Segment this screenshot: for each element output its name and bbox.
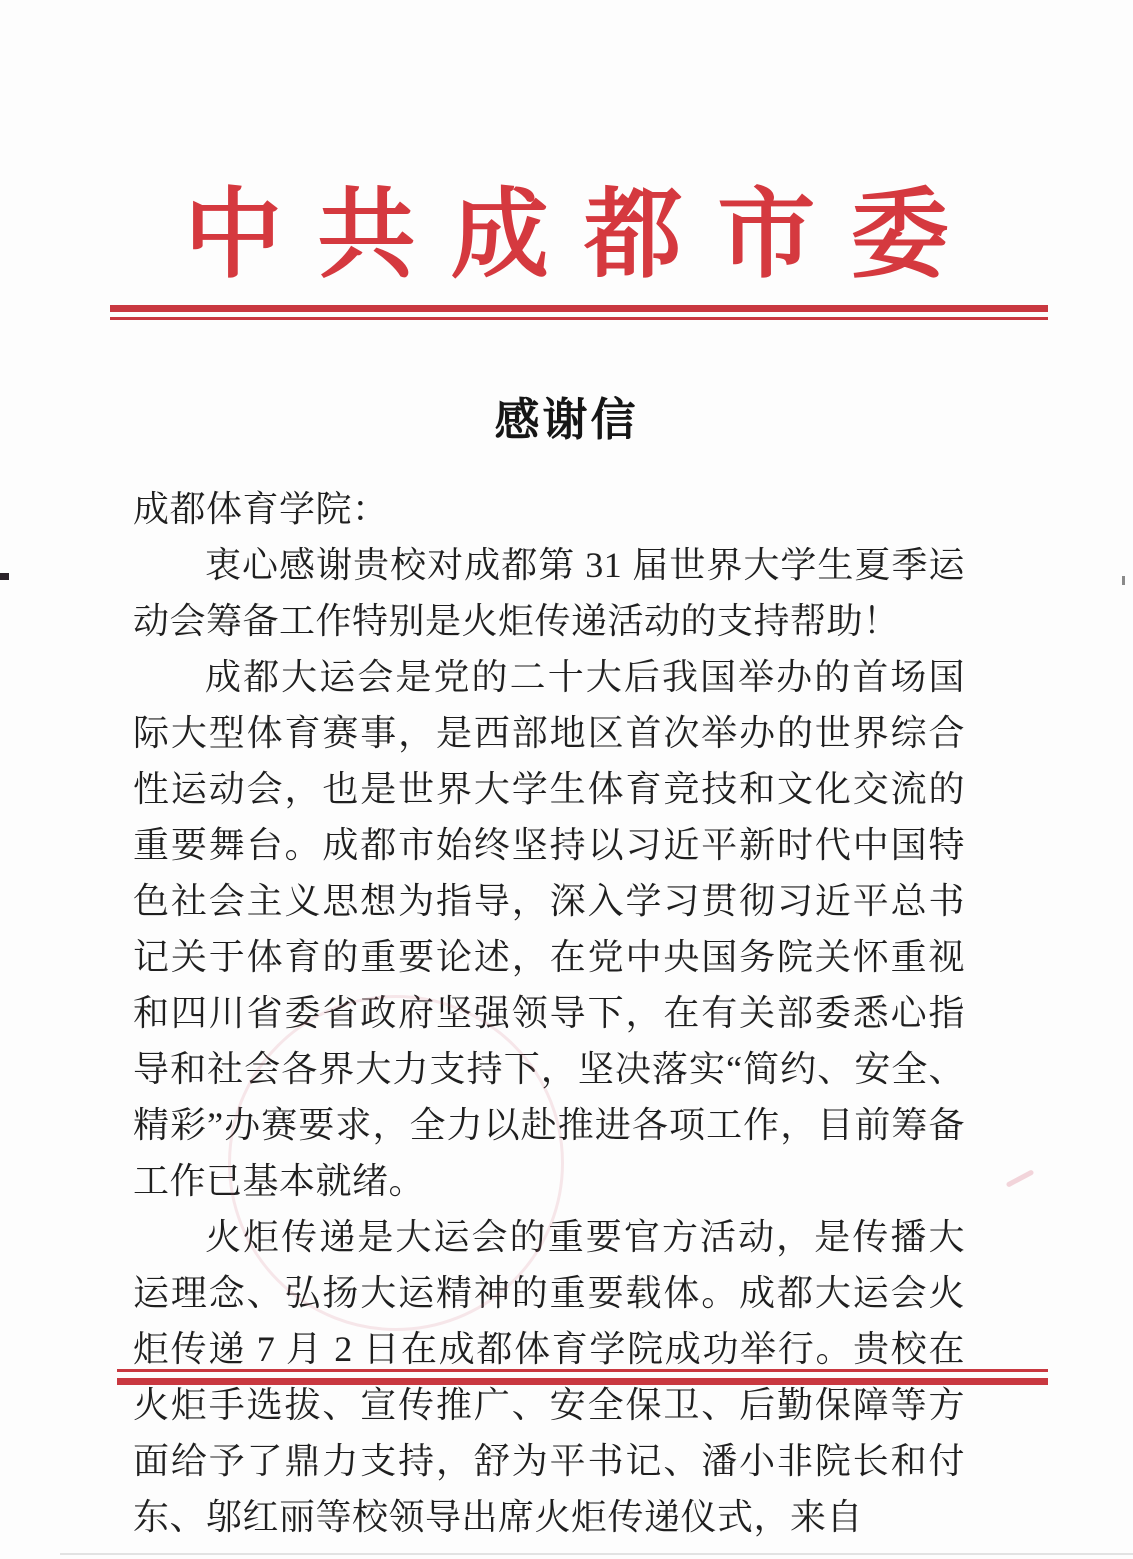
letter-body bbox=[133, 481, 965, 1545]
letter-title: 感谢信 bbox=[494, 395, 639, 445]
scan-edge-artifact-left bbox=[0, 573, 9, 580]
scan-edge-artifact-right bbox=[1122, 576, 1125, 585]
salutation: 成都体育学院： bbox=[133, 489, 389, 529]
paragraph-thanks: 衷心感谢贵校对成都第 31 届世界大学生夏季运动会筹备工作特别是火炬传递活动的支持帮助！ bbox=[133, 545, 965, 641]
faint-stamp-fragment bbox=[1006, 1169, 1035, 1187]
paragraph-torch-relay: 火炬传递是大运会的重要官方活动，是传播大运理念、弘扬大运精神的重要载体。成都大运会火炬传递 7 月 2 日在成都体育学院成功举行。贵校在火炬手选拔、宣传推广、安全保卫、后勤保障等方面给予了鼎力支持，舒为平书记、潘小非院长和付东、邬红丽等校领导出席火炬传递仪式，来自 bbox=[133, 1217, 965, 1537]
header-double-rule bbox=[110, 305, 1048, 320]
paragraph-games-overview: 成都大运会是党的二十大后我国举办的首场国际大型体育赛事，是西部地区首次举办的世界综合性运动会，也是世界大学生体育竞技和文化交流的重要舞台。成都市始终坚持以习近平新时代中国特色社会主义思想为指导，深入学习贯彻习近平总书记关于体育的重要论述，在党中央国务院关怀重视和四川省委省政府坚强领导下，在有关部委悉心指导和社会各界大力支持下，坚决落实“简约、安全、精彩”办赛要求，全力以赴推进各项工作，目前筹备工作已基本就绪。 bbox=[133, 657, 965, 1201]
letterhead-org-title: 中共成都市委 bbox=[184, 182, 984, 290]
scan-bottom-line-artifact bbox=[60, 1553, 1133, 1555]
footer-double-rule bbox=[117, 1369, 1048, 1385]
